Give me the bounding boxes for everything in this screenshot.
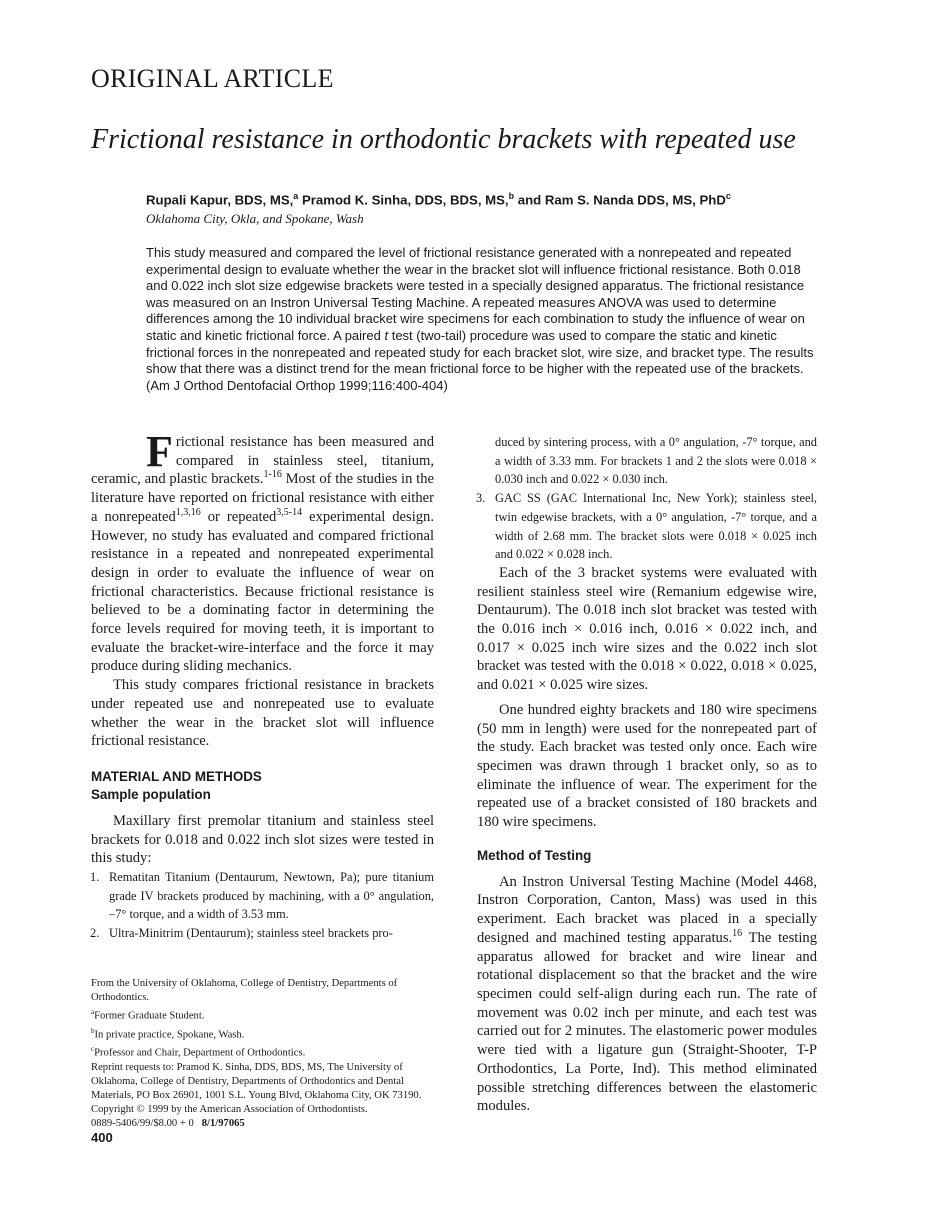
article-title: Frictional resistance in orthodontic brackets with repeated use bbox=[91, 124, 796, 155]
ref-2: 1,3,16 bbox=[175, 506, 201, 518]
footnote-c-mark: c bbox=[91, 1045, 95, 1054]
footnote-issn: 0889-5406/99/$8.00 + 0 bbox=[91, 1117, 194, 1129]
page-number: 400 bbox=[91, 1130, 113, 1145]
author-2: Pramod K. Sinha, DDS, BDS, MS, bbox=[298, 192, 509, 208]
bracket-list-continued bbox=[477, 489, 817, 564]
footnote-b bbox=[91, 1024, 436, 1043]
list-item bbox=[477, 489, 817, 564]
drop-cap: F bbox=[146, 427, 173, 476]
author-3-mark: c bbox=[725, 191, 731, 201]
right-column bbox=[477, 433, 817, 1116]
footnote-reprint: Reprint requests to: Pramod K. Sinha, DDS, BDS, MS, The University of Oklahoma, College of Dentistry, Departments of Orthodontics and Dental Materials, PO Box 26901, 1001 S.L. Young Blvd, Oklahoma City, OK 73190. bbox=[91, 1061, 422, 1101]
list-text: GAC SS (GAC International Inc, New York); stainless steel, twin edgewise brackets, with a 0° angulation, -7° torque, and a width of 2.68 mm. The bracket slots were 0.018 × 0.025 inch and 0.022 × 0.028 inch. bbox=[495, 491, 817, 562]
author-1-mark: a bbox=[293, 191, 299, 201]
intro-text-b: Most of the studies in the literature have reported on frictional resistance with either a nonrepeated bbox=[91, 471, 434, 525]
list-number: 3. bbox=[476, 491, 486, 506]
bracket-list bbox=[91, 868, 434, 943]
abstract-t-symbol: t bbox=[384, 327, 389, 343]
ref-16: 16 bbox=[732, 928, 743, 940]
left-column bbox=[90, 427, 434, 943]
footnote-b-mark: b bbox=[91, 1026, 95, 1035]
list-number: 1. bbox=[90, 870, 100, 885]
testing-heading: Method of Testing bbox=[477, 847, 592, 863]
intro-text-a: rictional resistance has been measured and compared in stainless steel, titanium, ceramic, and plastic brackets. bbox=[91, 434, 434, 488]
footnote-c bbox=[91, 1042, 436, 1061]
list-item bbox=[91, 924, 434, 943]
instron-paragraph bbox=[477, 873, 817, 1116]
list-text: Ultra-Minitrim (Dentaurum); stainless steel brackets pro- bbox=[109, 926, 393, 941]
footnote-a bbox=[91, 1005, 436, 1024]
abstract bbox=[146, 245, 824, 394]
intro-paragraph-2: This study compares frictional resistance in brackets under repeated use and nonrepeated use to evaluate whether the wear in the bracket slot will influence frictional resistance. bbox=[91, 677, 434, 750]
footnote-copyright: Copyright © 1999 by the American Association of Orthodontists. bbox=[91, 1103, 368, 1115]
affiliation: Oklahoma City, Okla, and Spokane, Wash bbox=[146, 211, 364, 226]
section-label: ORIGINAL ARTICLE bbox=[91, 64, 334, 93]
footnote-b-text: In private practice, Spokane, Wash. bbox=[94, 1029, 245, 1041]
intro-paragraph bbox=[91, 427, 434, 676]
instron-text-b: The testing apparatus allowed for bracket and wire linear and rotational displacement so that the bracket and the wire specimen could self-align during each run. The rate of movement was 0.02 inch per minute, and each test was carried out for 2 minutes. The elastomeric power modules were tied with a ligature gun (Straight-Shooter, T-P Orthodontics, La Porte, Ind). This method eliminated possible stretching differences between the elastomeric modules. bbox=[477, 929, 817, 1115]
list-item-2-continued: duced by sintering process, with a 0° angulation, -7° torque, and a width of 3.33 mm. For brackets 1 and 2 the slots were 0.018 × 0.030 inch and 0.022 × 0.030 inch. bbox=[495, 435, 817, 487]
list-text: Rematitan Titanium (Dentaurum, Newtown, Pa); pure titanium grade IV brackets produced by machining, with a 0° angulation, –7° torque, and a width of 3.53 mm. bbox=[109, 870, 434, 922]
footnote-a-text: Former Graduate Student. bbox=[94, 1010, 205, 1022]
instron-text-a: An Instron Universal Testing Machine (Model 4468, Instron Corporation, Canton, Mass) was used in this experiment. Each bracket was placed in a specially designed and machined testing apparatus. bbox=[477, 873, 817, 946]
footnote-code: 8/1/97065 bbox=[201, 1117, 245, 1129]
list-number: 2. bbox=[90, 926, 100, 941]
footnotes bbox=[91, 977, 436, 1131]
methods-heading: MATERIAL AND METHODS bbox=[91, 768, 262, 784]
intro-text-d: experimental design. However, no study has evaluated and compared frictional resistance in a repeated and nonrepeated experimental design in order to evaluate the influence of wear on frictional characteristics. Because frictional resistance is believed to be a dominating factor in determining the force levels required for moving teeth, it is important to evaluate the bracket-wire-interface and the force it may produce during sliding mechanics. bbox=[91, 508, 434, 675]
author-1: Rupali Kapur, BDS, MS, bbox=[146, 192, 294, 208]
list-item bbox=[91, 868, 434, 924]
ref-3: 3,5-14 bbox=[276, 506, 303, 518]
ref-1: 1-16 bbox=[263, 469, 282, 481]
specimen-paragraph: One hundred eighty brackets and 180 wire specimens (50 mm in length) were used for the nonrepeated part of the study. Each bracket was tested only once. Each wire specimen was drawn through 1 bracket only, so as to eliminate the influence of wear. The experiment for the repeated use of a bracket consisted of 180 brackets and 180 wire specimens. bbox=[477, 701, 817, 831]
sample-heading: Sample population bbox=[91, 786, 211, 802]
intro-text-c: or repeated bbox=[200, 508, 277, 525]
wire-paragraph: Each of the 3 bracket systems were evaluated with resilient stainless steel wire (Remanium edgewise wire, Dentaurum). The 0.018 inch slot bracket was tested with the 0.016 inch × 0.016 inch, 0.016 × 0.022 inch, and 0.017 × 0.025 inch wire sizes and the 0.022 inch slot bracket was tested with the 0.018 × 0.022, 0.018 × 0.025, and 0.021 × 0.025 wire sizes. bbox=[477, 564, 817, 694]
abstract-part-1: This study measured and compared the level of frictional resistance generated with a nonrepeated and repeated experimental design to evaluate whether the wear in the bracket slot will influence frictional resistance. Both 0.018 and 0.022 inch slot size edgewise brackets were tested in a specially designed apparatus. The frictional resistance was measured on an Instron Universal Testing Machine. A repeated measures ANOVA was used to determine differences among the 10 individual bracket wire specimens for each combination to study the influence of wear on static and kinetic frictional force. A paired bbox=[146, 245, 805, 343]
footnote-a-mark: a bbox=[91, 1008, 95, 1016]
footnote-issn-line bbox=[91, 1117, 436, 1131]
author-line bbox=[146, 191, 731, 207]
footnote-c-text: Professor and Chair, Department of Orthodontics. bbox=[94, 1047, 306, 1059]
footnote-from: From the University of Oklahoma, College of Dentistry, Departments of Orthodontics. bbox=[91, 978, 398, 1003]
sample-paragraph: Maxillary first premolar titanium and stainless steel brackets for 0.018 and 0.022 inch slot sizes were tested in this study: bbox=[91, 812, 434, 867]
abstract-part-2: test (two-tail) procedure was used to compare the static and kinetic frictional forces in the nonrepeated and repeated study for each bracket slot, wire size, and bracket type. The results show that there was a distinct trend for the mean frictional force to be higher with the repeated use of the brackets. (Am J Orthod Dentofacial Orthop 1999;116:400-404) bbox=[146, 327, 814, 393]
author-2-mark: b bbox=[508, 191, 515, 201]
author-3: and Ram S. Nanda DDS, MS, PhD bbox=[514, 192, 726, 208]
